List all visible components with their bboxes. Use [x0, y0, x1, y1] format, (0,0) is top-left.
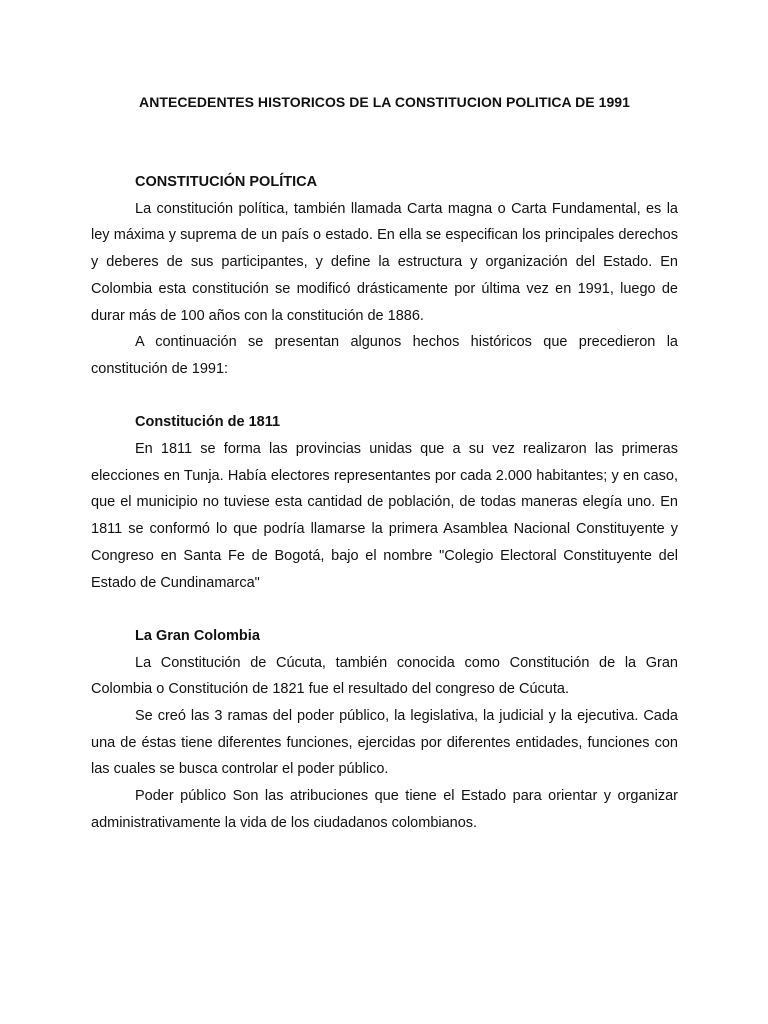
section-paragraph: Se creó las 3 ramas del poder público, la legislativa, la judicial y la ejecutiva. Cada una de éstas tiene diferentes funciones, ejercidas por diferentes entidades, funciones con las cuales se busca controlar el poder público. [91, 708, 678, 778]
section-constitucion-1811 [91, 409, 678, 596]
section-paragraph: Poder público Son las atribuciones que tiene el Estado para orientar y organizar administrativamente la vida de los ciudadanos colombianos. [91, 788, 678, 831]
section-heading: La Gran Colombia [135, 627, 260, 644]
section-heading: CONSTITUCIÓN POLÍTICA [135, 174, 318, 190]
section-spacing [91, 383, 678, 410]
section-constitucion-politica [91, 169, 678, 383]
document-title: ANTECEDENTES HISTORICOS DE LA CONSTITUCION POLITICA DE 1991 [139, 94, 630, 110]
title-spacing [91, 114, 678, 169]
section-paragraph: En 1811 se forma las provincias unidas que a su vez realizaron las primeras elecciones en Tunja. Había electores representantes por cada 2.000 habitantes; y en caso, que el municipio no tuviese esta cantidad de población, de todas maneras elegía uno. En 1811 se conformó lo que podría llamarse la primera Asamblea Nacional Constituyente y Congreso en Santa Fe de Bogotá, bajo el nombre "Colegio Electoral Constituyente del Estado de Cundinamarca" [91, 441, 678, 591]
document-page [91, 90, 678, 837]
section-gran-colombia [91, 623, 678, 837]
section-paragraph: La constitución política, también llamada Carta magna o Carta Fundamental, es la ley máxima y suprema de un país o estado. En ella se especifican los principales derechos y deberes de sus participantes, y define la estructura y organización del Estado. En Colombia esta constitución se modificó drásticamente por última vez en 1991, luego de durar más de 100 años con la constitución de 1886. [91, 200, 678, 324]
section-heading: Constitución de 1811 [135, 414, 281, 431]
section-spacing [91, 596, 678, 623]
section-paragraph: La Constitución de Cúcuta, también conocida como Constitución de la Gran Colombia o Constitución de 1821 fue el resultado del congreso de Cúcuta. [91, 654, 678, 698]
section-paragraph: A continuación se presentan algunos hechos históricos que precedieron la constitución de 1991: [91, 334, 678, 377]
